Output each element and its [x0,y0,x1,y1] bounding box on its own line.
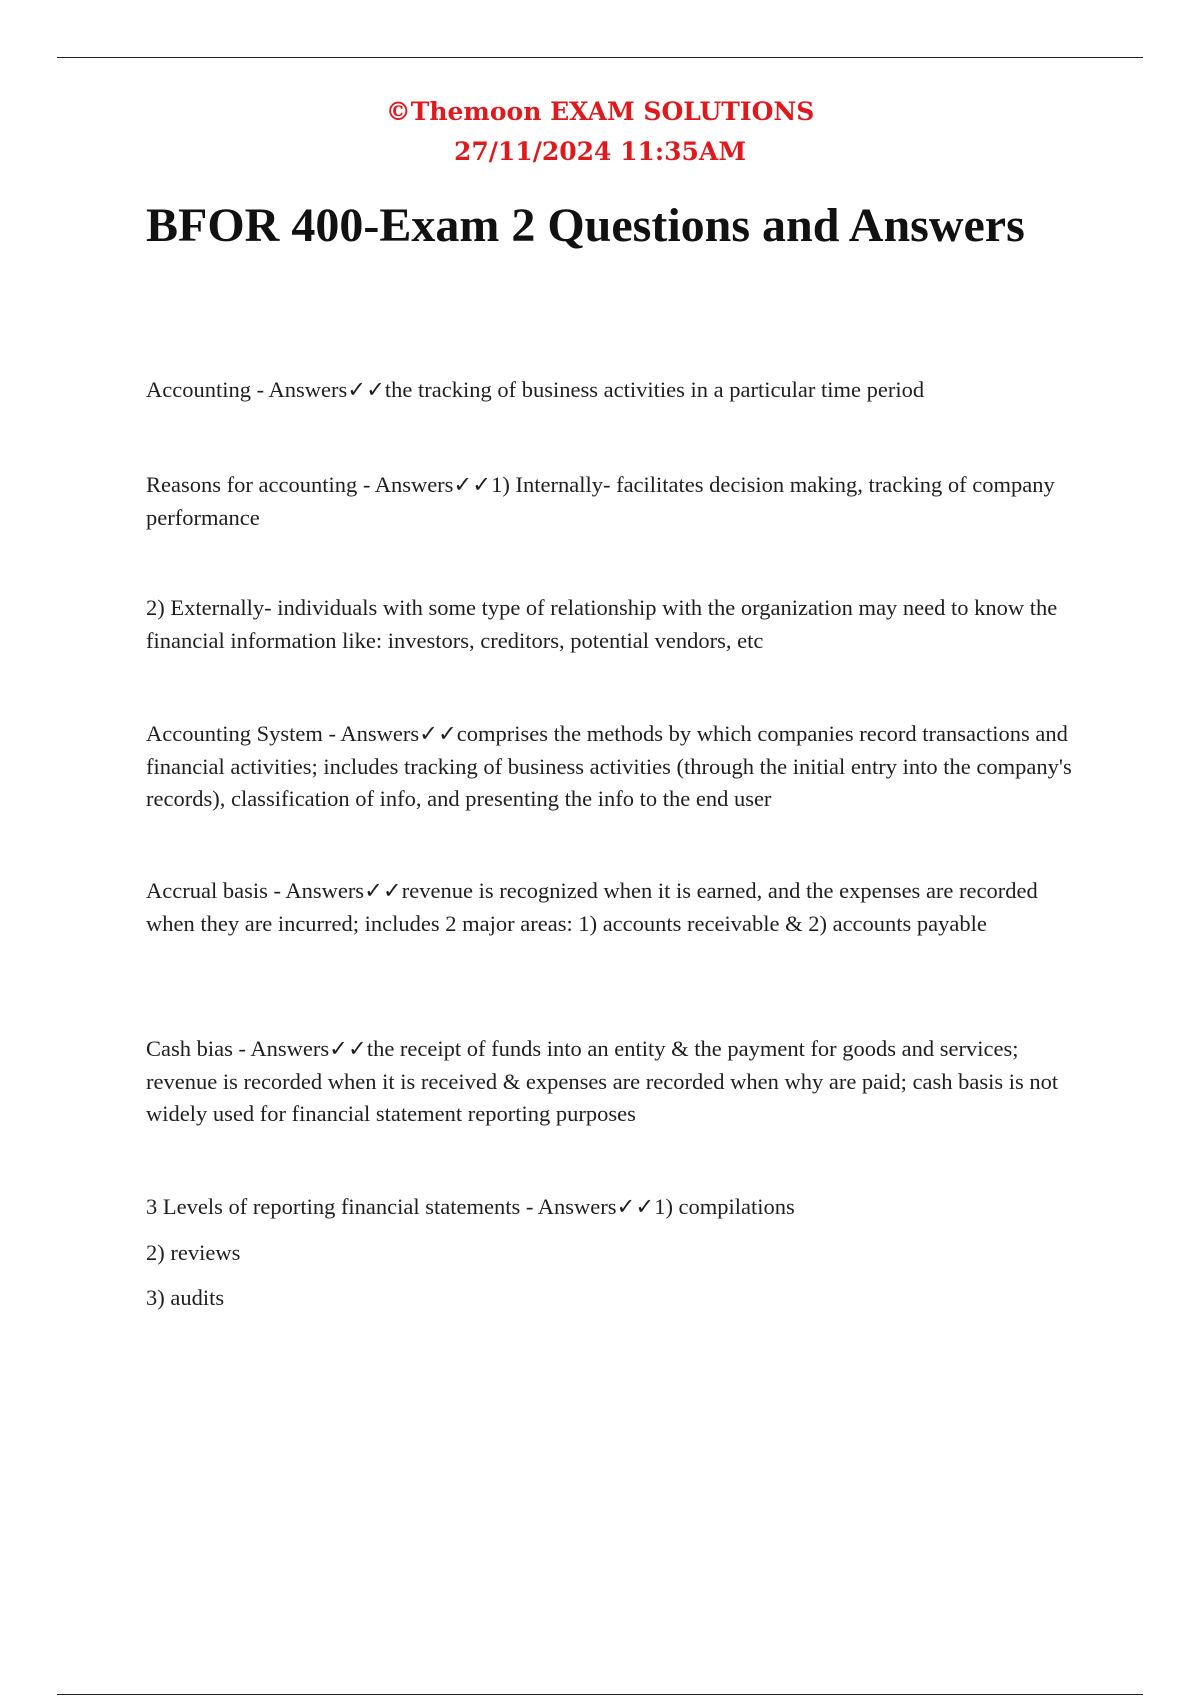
watermark-line-2: 27/11/2024 11:35AM [453,137,746,166]
watermark-header [0,92,1200,172]
qa-entry-audits: 3) audits [146,1285,225,1310]
qa-entry-accrual-basis: Accrual basis - Answers✓✓revenue is recognized when it is earned, and the expenses are recorded when they are incurred; includes 2 major areas: 1) accounts receivable & 2) accounts payable [146,878,1038,936]
qa-entry-accounting: Accounting - Answers✓✓the tracking of business activities in a particular time period [146,377,925,402]
qa-entry-cash-bias: Cash bias - Answers✓✓the receipt of funds into an entity & the payment for goods and services; revenue is recorded when it is received & expenses are recorded when why are paid; cash basis is not widely used for financial statement reporting purposes [146,1036,1059,1126]
qa-entry-reviews: 2) reviews [146,1240,241,1265]
watermark-line-1: ©Themoon EXAM SOLUTIONS [385,97,815,126]
qa-entry-accounting-system: Accounting System - Answers✓✓comprises the methods by which companies record transactions and financial activities; includes tracking of business activities (through the initial entry into the company's records), classification of info, and presenting the info to the end user [146,721,1072,811]
top-divider [57,57,1143,58]
qa-entry-reasons-continued: 2) Externally- individuals with some type of relationship with the organization may need to know the financial information like: investors, creditors, potential vendors, etc [146,595,1058,653]
qa-entry-reporting-levels: 3 Levels of reporting financial statements - Answers✓✓1) compilations [146,1194,795,1219]
qa-entry-reasons-for-accounting: Reasons for accounting - Answers✓✓1) Internally- facilitates decision making, tracking of company performance [146,472,1055,530]
bottom-divider [57,1694,1143,1695]
document-title: BFOR 400-Exam 2 Questions and Answers [146,199,1025,252]
